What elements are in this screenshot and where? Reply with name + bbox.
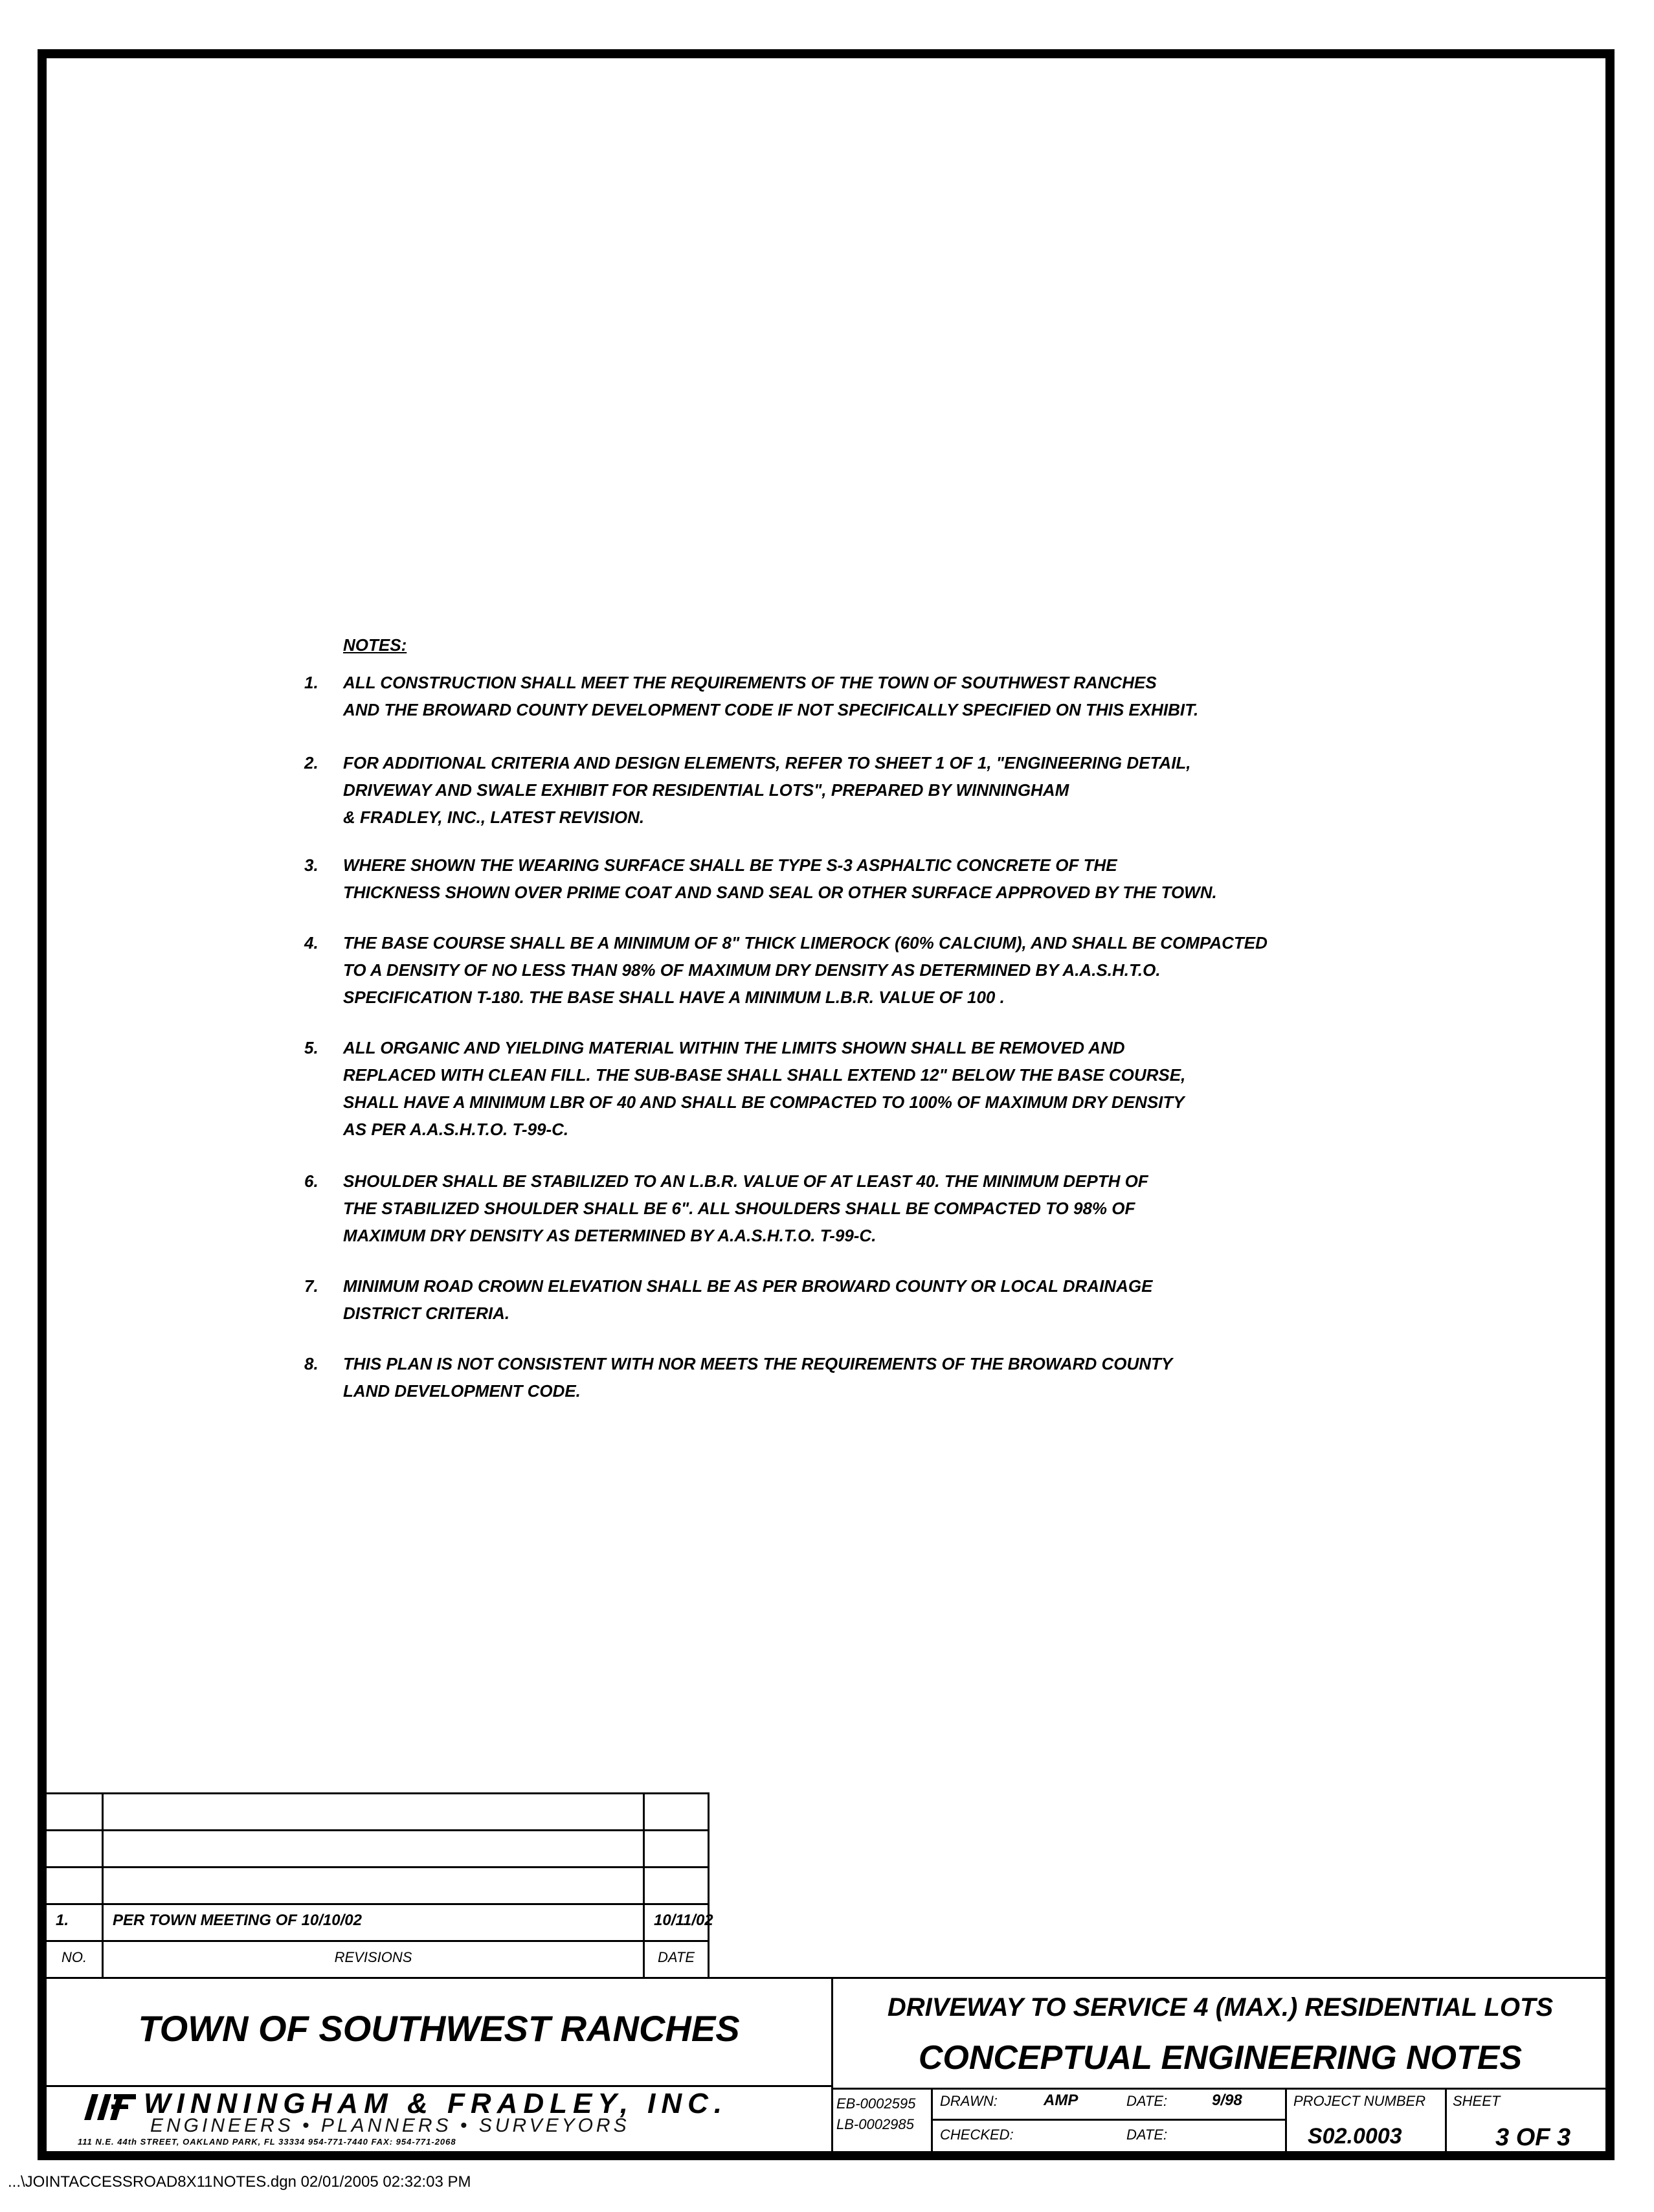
firm-address: 111 N.E. 44th STREET, OAKLAND PARK, FL 33334 954-771-7440 FAX: 954-771-2068 bbox=[78, 2137, 456, 2147]
drawing-subtitle: DRIVEWAY TO SERVICE 4 (MAX.) RESIDENTIAL LOTS bbox=[887, 1993, 1554, 2022]
date-label: DATE: bbox=[1126, 2093, 1168, 2109]
title-block-right-divider bbox=[831, 2088, 1605, 2090]
title-block-divider bbox=[47, 1977, 1605, 1979]
title-block-split bbox=[831, 1977, 833, 2152]
cell-divider bbox=[1285, 2088, 1287, 2152]
revision-number: 1. bbox=[47, 1905, 104, 1940]
notes-heading: NOTES: bbox=[343, 635, 407, 655]
firm-services: ENGINEERS • PLANNERS • SURVEYORS bbox=[150, 2115, 630, 2136]
note-text: ALL CONSTRUCTION SHALL MEET THE REQUIREMENTS OF THE TOWN OF SOUTHWEST RANCHES AND THE BROWARD COUNTY DEVELOPMENT CODE IF NOT SPECIFICALLY SPECIFIED ON THIS EXHIBIT. bbox=[343, 673, 1199, 719]
project-number-label: PROJECT NUMBER bbox=[1293, 2093, 1426, 2109]
revisions-header-row bbox=[47, 1942, 708, 1979]
drawn-label: DRAWN: bbox=[940, 2093, 998, 2109]
cell-divider bbox=[931, 2119, 1285, 2121]
project-number: S02.0003 bbox=[1308, 2124, 1402, 2149]
engineering-license: EB-0002595 bbox=[836, 2095, 916, 2112]
note-number: 2. bbox=[304, 753, 319, 773]
revisions-no-header: NO. bbox=[47, 1942, 104, 1977]
table-row bbox=[47, 1831, 708, 1868]
table-row bbox=[47, 1868, 708, 1905]
survey-license: LB-0002985 bbox=[836, 2116, 914, 2132]
note-number: 6. bbox=[304, 1171, 319, 1191]
sheet-label: SHEET bbox=[1453, 2093, 1501, 2109]
revision-date: 10/11/02 bbox=[654, 1912, 713, 1929]
file-path-footer: ...\JOINTACCESSROAD8X11NOTES.dgn 02/01/2005 02:32:03 PM bbox=[8, 2173, 471, 2191]
drawn-value: AMP bbox=[1044, 2092, 1078, 2109]
drawing-title: CONCEPTUAL ENGINEERING NOTES bbox=[918, 2039, 1523, 2077]
note-text: WHERE SHOWN THE WEARING SURFACE SHALL BE TYPE S-3 ASPHALTIC CONCRETE OF THE THICKNESS SHOWN OVER PRIME COAT AND SAND SEAL OR OTHER SURFACE APPROVED BY THE TOWN. bbox=[343, 855, 1217, 902]
note-text: MINIMUM ROAD CROWN ELEVATION SHALL BE AS PER BROWARD COUNTY OR LOCAL DRAINAGE DISTRICT CRITERIA. bbox=[343, 1276, 1153, 1323]
note-text: THE BASE COURSE SHALL BE A MINIMUM OF 8" THICK LIMEROCK (60% CALCIUM), AND SHALL BE COMPACTED TO A DENSITY OF NO LESS THAN 98% OF MAXIMUM DRY DENSITY AS DETERMINED BY A.A.S.H.T.O. SPECIFICATION T-180. THE BASE SHALL HAVE A MINIMUM L.B.R. VALUE OF 100 . bbox=[343, 933, 1268, 1007]
date-value: 9/98 bbox=[1212, 2092, 1242, 2109]
checked-label: CHECKED: bbox=[940, 2127, 1014, 2143]
note-text: ALL ORGANIC AND YIELDING MATERIAL WITHIN THE LIMITS SHOWN SHALL BE REMOVED AND REPLACED WITH CLEAN FILL. THE SUB-BASE SHALL SHALL EXTEND 12" BELOW THE BASE COURSE, SHALL HAVE A MINIMUM LBR OF 40 AND SHALL BE COMPACTED TO 100% OF MAXIMUM DRY DENSITY AS PER A.A.S.H.T.O. T-99-C. bbox=[343, 1038, 1186, 1139]
client-name: TOWN OF SOUTHWEST RANCHES bbox=[138, 2008, 740, 2049]
sheet-number: 3 OF 3 bbox=[1495, 2124, 1571, 2151]
firm-logo-icon bbox=[78, 2094, 136, 2120]
revision-row-1 bbox=[47, 1905, 713, 1942]
revisions-table bbox=[47, 1792, 713, 1977]
date-label: DATE: bbox=[1126, 2127, 1168, 2143]
note-text: THIS PLAN IS NOT CONSISTENT WITH NOR MEETS THE REQUIREMENTS OF THE BROWARD COUNTY LAND DEVELOPMENT CODE. bbox=[343, 1354, 1173, 1401]
note-number: 8. bbox=[304, 1354, 319, 1373]
revisions-desc-header: REVISIONS bbox=[104, 1942, 645, 1977]
note-number: 5. bbox=[304, 1038, 319, 1057]
revisions-date-header: DATE bbox=[657, 1949, 695, 1965]
firm-name: WINNINGHAM & FRADLEY, INC. bbox=[144, 2088, 728, 2119]
table-row bbox=[47, 1794, 708, 1831]
title-block-left-divider bbox=[47, 2085, 831, 2087]
note-number: 3. bbox=[304, 855, 319, 875]
note-number: 1. bbox=[304, 673, 319, 692]
cell-divider bbox=[1445, 2088, 1447, 2152]
note-number: 7. bbox=[304, 1276, 319, 1296]
note-text: SHOULDER SHALL BE STABILIZED TO AN L.B.R. VALUE OF AT LEAST 40. THE MINIMUM DEPTH OF THE STABILIZED SHOULDER SHALL BE 6". ALL SHOULDERS SHALL BE COMPACTED TO 98% OF MAXIMUM DRY DENSITY AS DETERMINED BY A.A.S.H.T.O. T-99-C. bbox=[343, 1171, 1148, 1245]
revision-description: PER TOWN MEETING OF 10/10/02 bbox=[104, 1905, 645, 1940]
note-number: 4. bbox=[304, 933, 319, 953]
note-text: FOR ADDITIONAL CRITERIA AND DESIGN ELEMENTS, REFER TO SHEET 1 OF 1, "ENGINEERING DETAIL, DRIVEWAY AND SWALE EXHIBIT FOR RESIDENTIAL LOTS", PREPARED BY WINNINGHAM & FRADLEY, INC., LATEST REVISION. bbox=[343, 753, 1191, 827]
